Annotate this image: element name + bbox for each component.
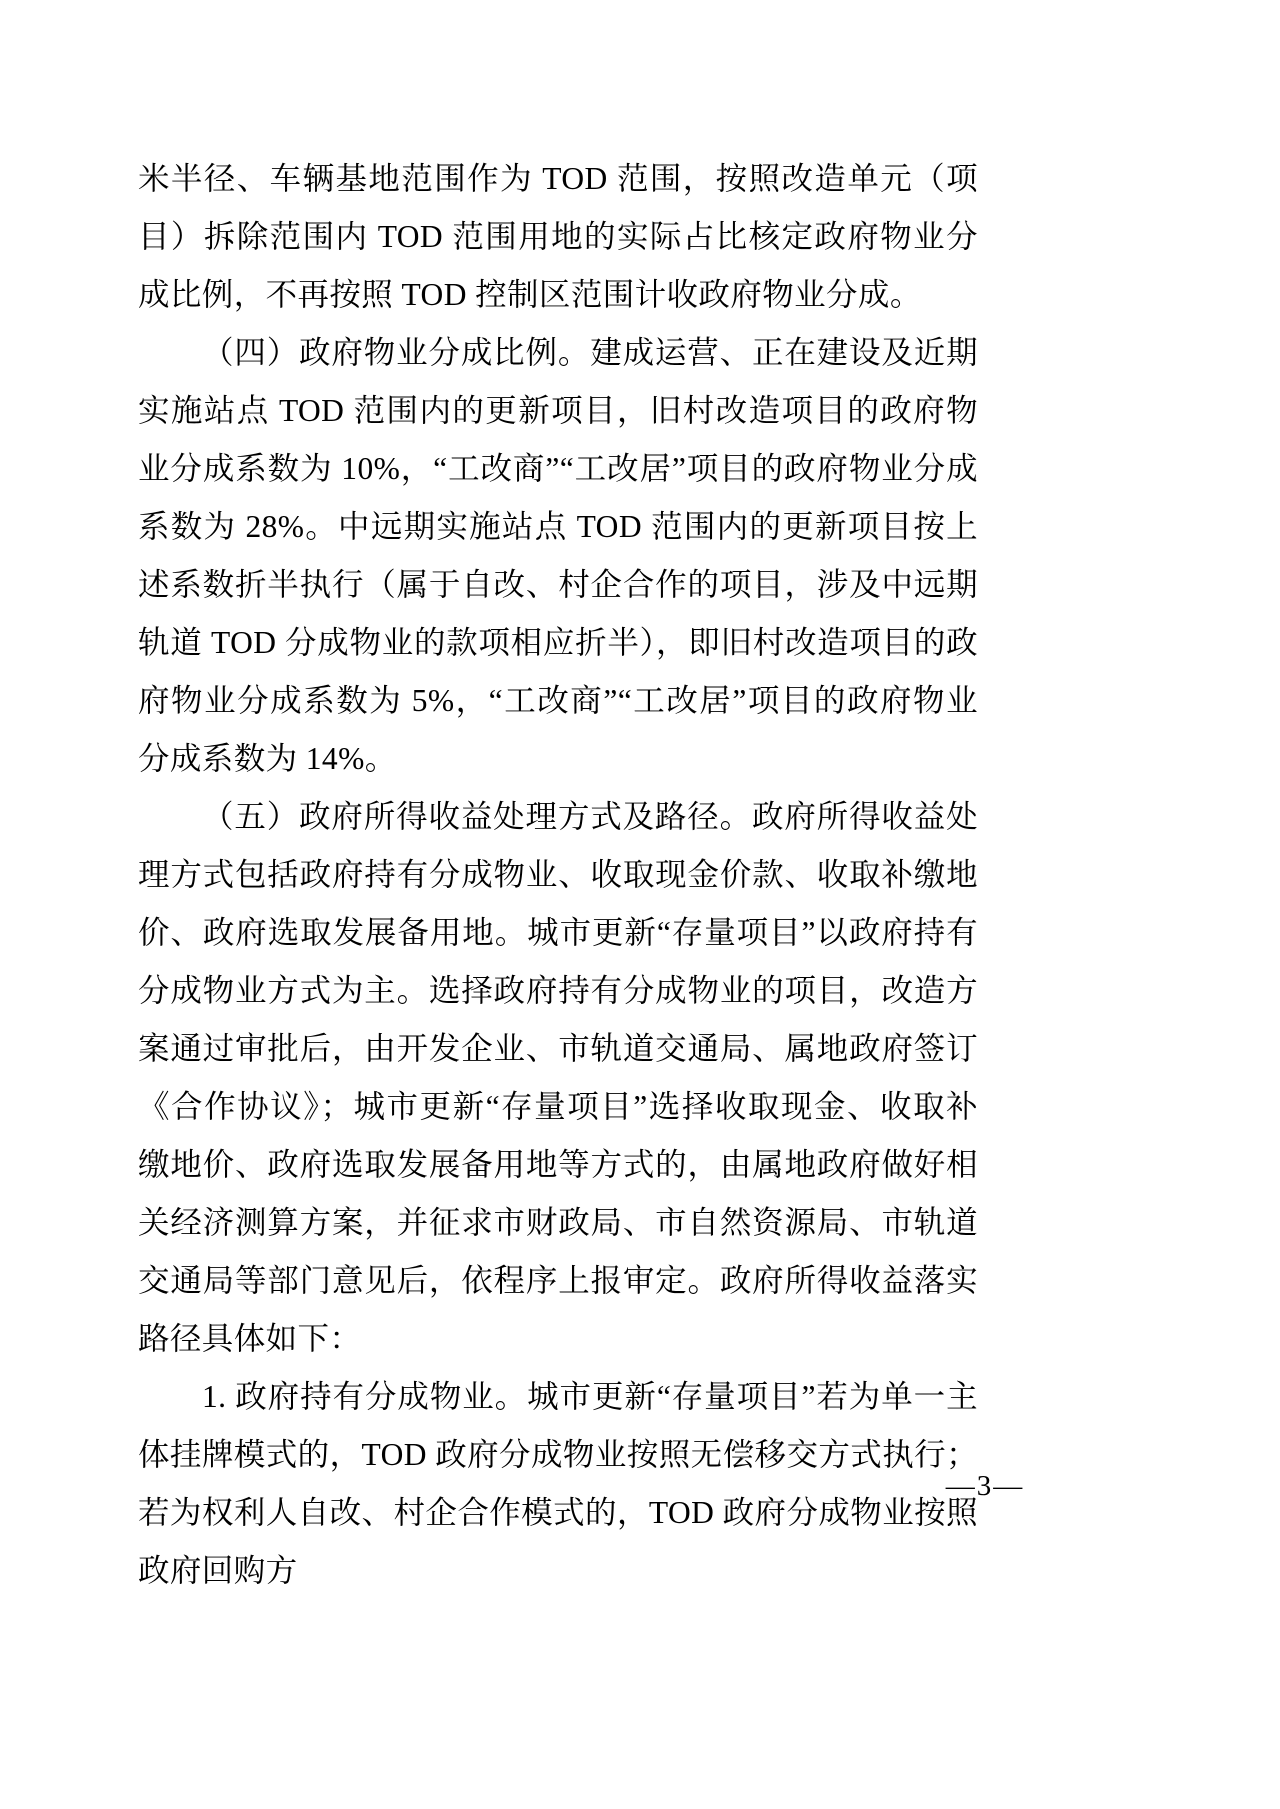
document-body (138, 150, 978, 1600)
paragraph-item-one: 1. 政府持有分成物业。城市更新“存量项目”若为单一主体挂牌模式的，TOD 政府分成物业按照无偿移交方式执行；若为权利人自改、村企合作模式的，TOD 政府分成物业按照政府回购方 (138, 1379, 978, 1588)
page-footer (0, 1470, 1280, 1503)
paragraph-section-four: （四）政府物业分成比例。建成运营、正在建设及近期实施站点 TOD 范围内的更新项目，旧村改造项目的政府物业分成系数为 10%，“工改商”“工改居”项目的政府物业分成系数为 28%。中远期实施站点 TOD 范围内的更新项目按上述系数折半执行（属于自改、村企合作的项目，涉及中远期轨道 TOD 分成物业的款项相应折半），即旧村改造项目的政府物业分成系数为 5%，“工改商”“工改居”项目的政府物业分成系数为 14%。 (138, 335, 978, 776)
paragraph-section-five: （五）政府所得收益处理方式及路径。政府所得收益处理方式包括政府持有分成物业、收取现金价款、收取补缴地价、政府选取发展备用地。城市更新“存量项目”以政府持有分成物业方式为主。选择政府持有分成物业的项目，改造方案通过审批后，由开发企业、市轨道交通局、属地政府签订《合作协议》；城市更新“存量项目”选择收取现金、收取补缴地价、政府选取发展备用地等方式的，由属地政府做好相关经济测算方案，并征求市财政局、市自然资源局、市轨道交通局等部门意见后，依程序上报审定。政府所得收益落实路径具体如下： (138, 799, 978, 1356)
paragraph-continuation: 米半径、车辆基地范围作为 TOD 范围，按照改造单元（项目）拆除范围内 TOD 范围用地的实际占比核定政府物业分成比例，不再按照 TOD 控制区范围计收政府物业分成。 (138, 161, 978, 312)
page-number: —3— (945, 1470, 1025, 1502)
